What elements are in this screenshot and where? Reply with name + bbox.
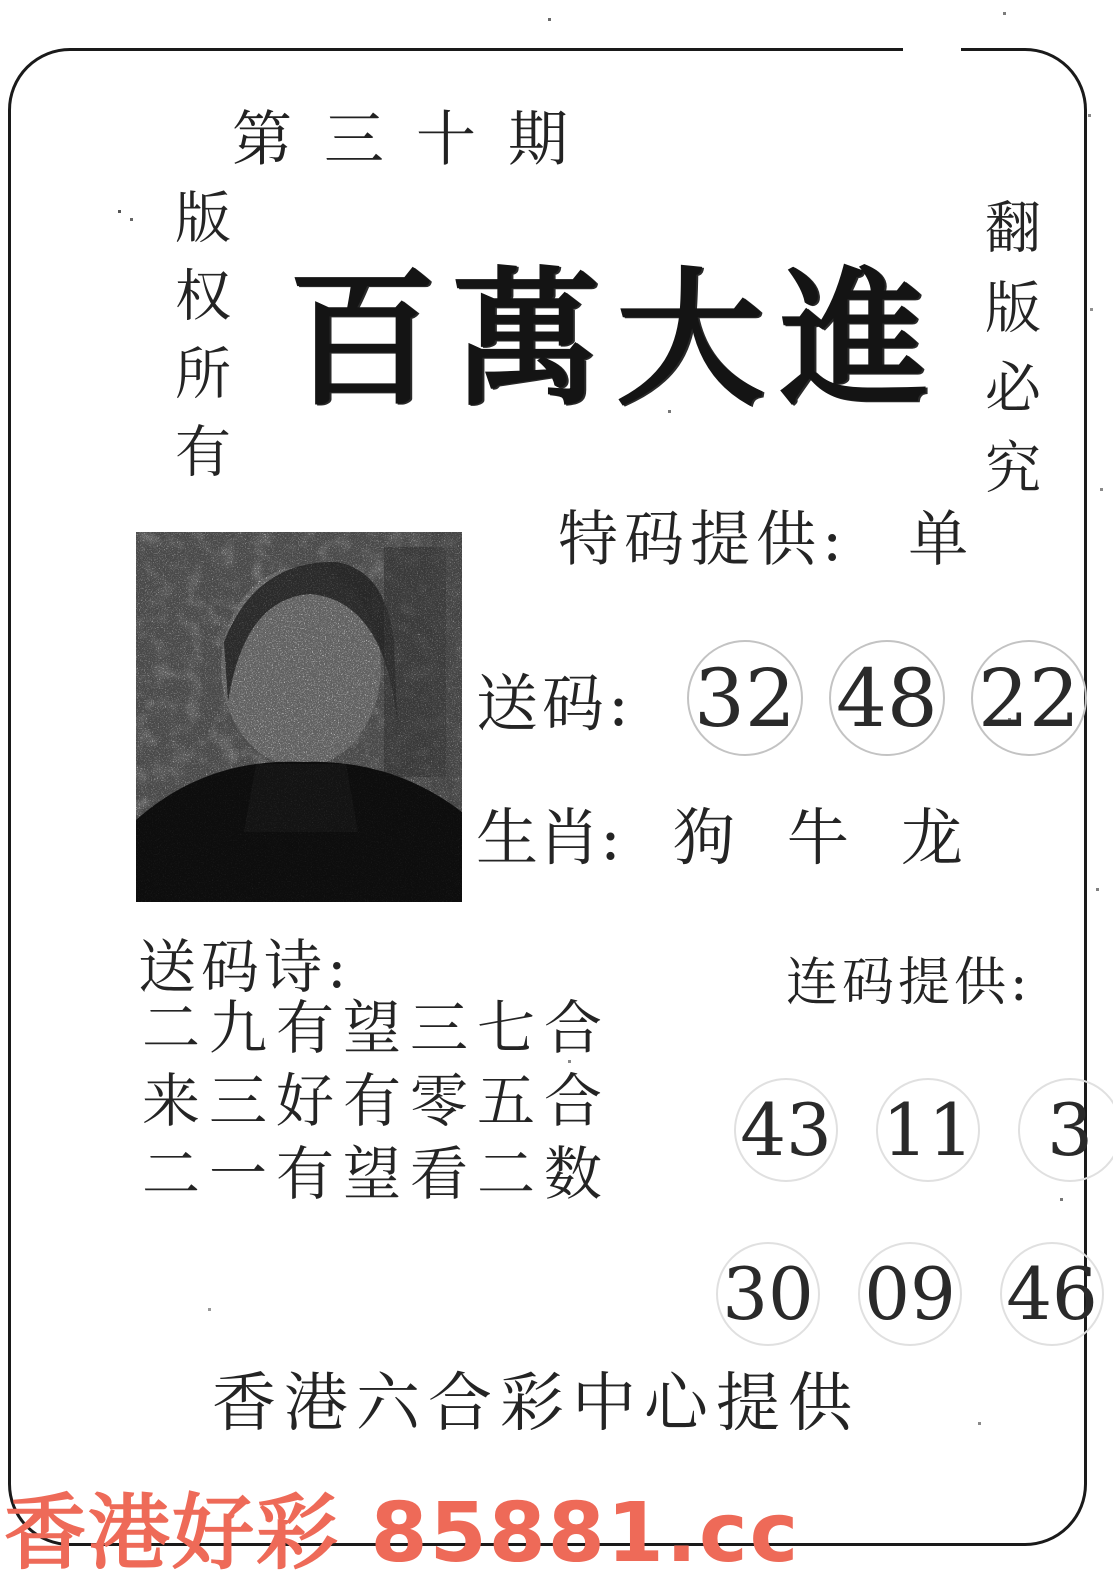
number-badge xyxy=(716,1242,820,1346)
copyright-vertical-text: 版权所有 xyxy=(166,188,231,500)
zodiac-value: 狗 xyxy=(672,801,735,874)
serial-code-label: 连码提供: xyxy=(786,953,1032,1013)
portrait-photo xyxy=(136,532,462,902)
poem-lines xyxy=(142,992,611,1211)
special-code-label: 特码提供: xyxy=(558,505,849,575)
poem-line: 二一有望看二数 xyxy=(142,1140,612,1208)
gift-code-line xyxy=(476,640,1087,756)
zodiac-label: 生肖: xyxy=(476,801,621,874)
serial-code-row-1 xyxy=(734,1078,1113,1182)
gift-code-label: 送码: xyxy=(476,666,633,740)
serial-code-row-2 xyxy=(716,1242,1104,1346)
issue-title: 第三十期 xyxy=(232,105,600,175)
serial-code-number: 46 xyxy=(1006,1252,1098,1336)
zodiac-line xyxy=(476,788,963,877)
zodiac-value: 龙 xyxy=(900,801,963,874)
number-badge xyxy=(687,640,803,756)
number-badge xyxy=(858,1242,962,1346)
serial-code-number: 30 xyxy=(722,1252,814,1336)
anti-piracy-vertical-text: 翻版必究 xyxy=(976,198,1041,518)
number-badge xyxy=(1000,1242,1104,1346)
number-badge xyxy=(971,640,1087,756)
number-badge xyxy=(876,1078,980,1182)
special-code-value: 单 xyxy=(908,505,975,575)
portrait-photo-image xyxy=(136,532,462,902)
serial-code-number: 3 xyxy=(1047,1088,1093,1172)
serial-code-number: 11 xyxy=(882,1088,974,1172)
gift-code-number: 48 xyxy=(835,651,938,745)
provider-footer: 香港六合彩中心提供 xyxy=(212,1367,860,1441)
watermark-text: 香港好彩 85881.cc xyxy=(4,1486,801,1576)
serial-code-number: 09 xyxy=(864,1252,956,1336)
main-title: 百萬大進 xyxy=(288,252,944,426)
serial-code-number: 43 xyxy=(740,1088,832,1172)
scan-specks xyxy=(548,18,551,21)
top-border-gap xyxy=(903,40,961,58)
gift-code-number: 22 xyxy=(977,651,1080,745)
number-badge xyxy=(829,640,945,756)
gift-code-number: 32 xyxy=(693,651,796,745)
poem-line: 二九有望三七合 xyxy=(142,994,612,1062)
poem-line: 来三好有零五合 xyxy=(142,1067,612,1135)
zodiac-value: 牛 xyxy=(786,801,849,874)
poem-title: 送码诗: xyxy=(138,933,352,1001)
number-badge xyxy=(734,1078,838,1182)
special-code-line xyxy=(558,492,974,578)
number-badge xyxy=(1018,1078,1113,1182)
